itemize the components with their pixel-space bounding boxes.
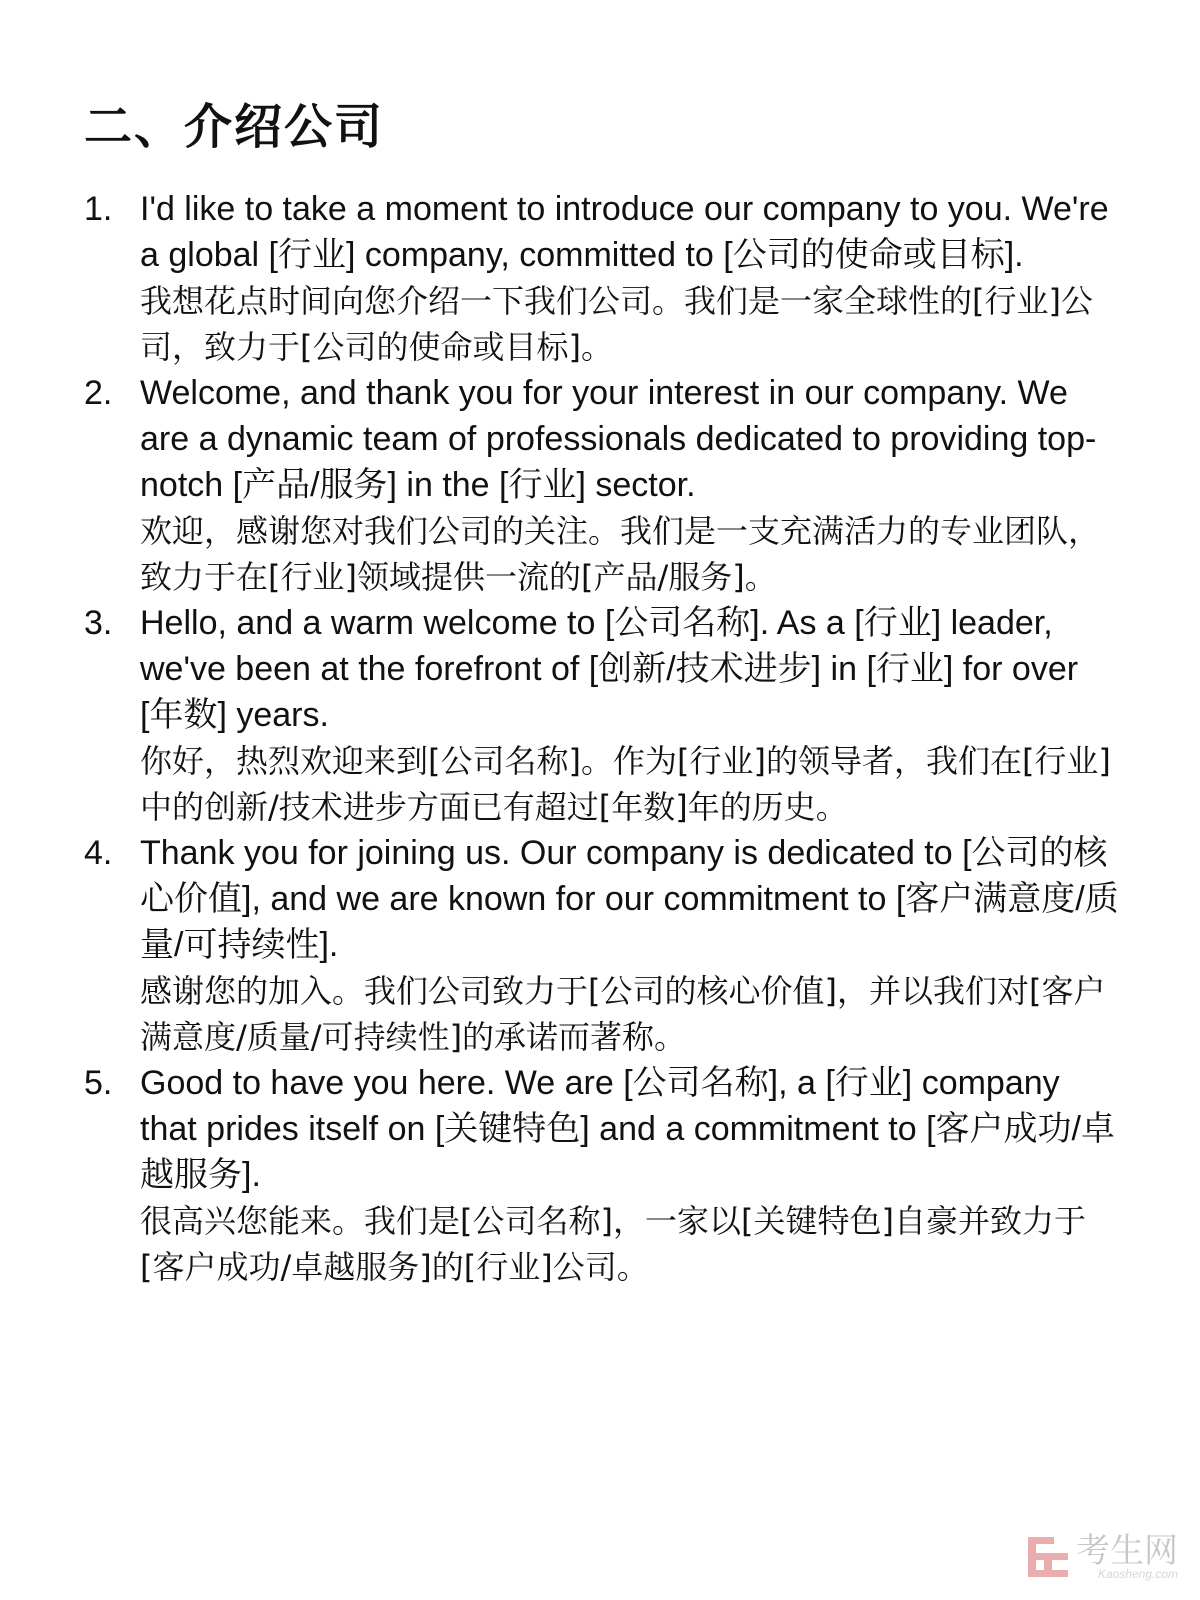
item-number: 2. xyxy=(84,374,113,412)
item-english-text: Hello, and a warm welcome to [公司名称]. As a [行业] leader, we've been at the forefront of [创新/技术进步] in [行业] for over [年数] years. xyxy=(140,604,1079,734)
list-item xyxy=(84,830,1124,1060)
item-english-text: Thank you for joining us. Our company is dedicated to [公司的核心价值], and we are known for our commitment to [客户满意度/质量/可持续性]. xyxy=(140,834,1119,964)
item-chinese-text: 感谢您的加入。我们公司致力于[公司的核心价值]，并以我们对[客户满意度/质量/可持续性]的承诺而著称。 xyxy=(140,972,1106,1056)
list-item xyxy=(84,1060,1124,1290)
item-number: 3. xyxy=(84,604,113,642)
item-number: 1. xyxy=(84,190,113,228)
item-english-text: Welcome, and thank you for your interest in our company. We are a dynamic team of professionals dedicated to providing top-notch [产品/服务] in the [行业] sector. xyxy=(140,374,1097,504)
watermark-domain: Kaosheng.com xyxy=(1097,1567,1178,1581)
item-number: 5. xyxy=(84,1064,113,1102)
item-chinese-text: 欢迎，感谢您对我们公司的关注。我们是一支充满活力的专业团队，致力于在[行业]领域提供一流的[产品/服务]。 xyxy=(140,512,1101,596)
item-english-text: Good to have you here. We are [公司名称], a [行业] company that prides itself on [关键特色] and a commitment to [客户成功/卓越服务]. xyxy=(140,1064,1115,1194)
item-chinese-text: 你好，热烈欢迎来到[公司名称]。作为[行业]的领导者，我们在[行业]中的创新/技术进步方面已有超过[年数]年的历史。 xyxy=(140,742,1111,826)
item-chinese-text: 我想花点时间向您介绍一下我们公司。我们是一家全球性的[行业]公司，致力于[公司的使命或目标]。 xyxy=(140,282,1093,366)
item-english-text: I'd like to take a moment to introduce our company to you. We're a global [行业] company, committed to [公司的使命或目标]. xyxy=(140,190,1109,274)
list-item xyxy=(84,600,1124,830)
item-chinese-text: 很高兴您能来。我们是[公司名称]，一家以[关键特色]自豪并致力于[客户成功/卓越服务]的[行业]公司。 xyxy=(140,1202,1086,1286)
phrase-list xyxy=(84,186,1124,1290)
watermark-logo-icon xyxy=(1028,1537,1068,1577)
list-item xyxy=(84,370,1124,600)
watermark-name: 考生网 xyxy=(1076,1531,1178,1571)
item-number: 4. xyxy=(84,834,113,872)
page-title: 二、介绍公司 xyxy=(84,101,385,154)
list-item xyxy=(84,186,1124,370)
watermark xyxy=(1028,1531,1178,1581)
